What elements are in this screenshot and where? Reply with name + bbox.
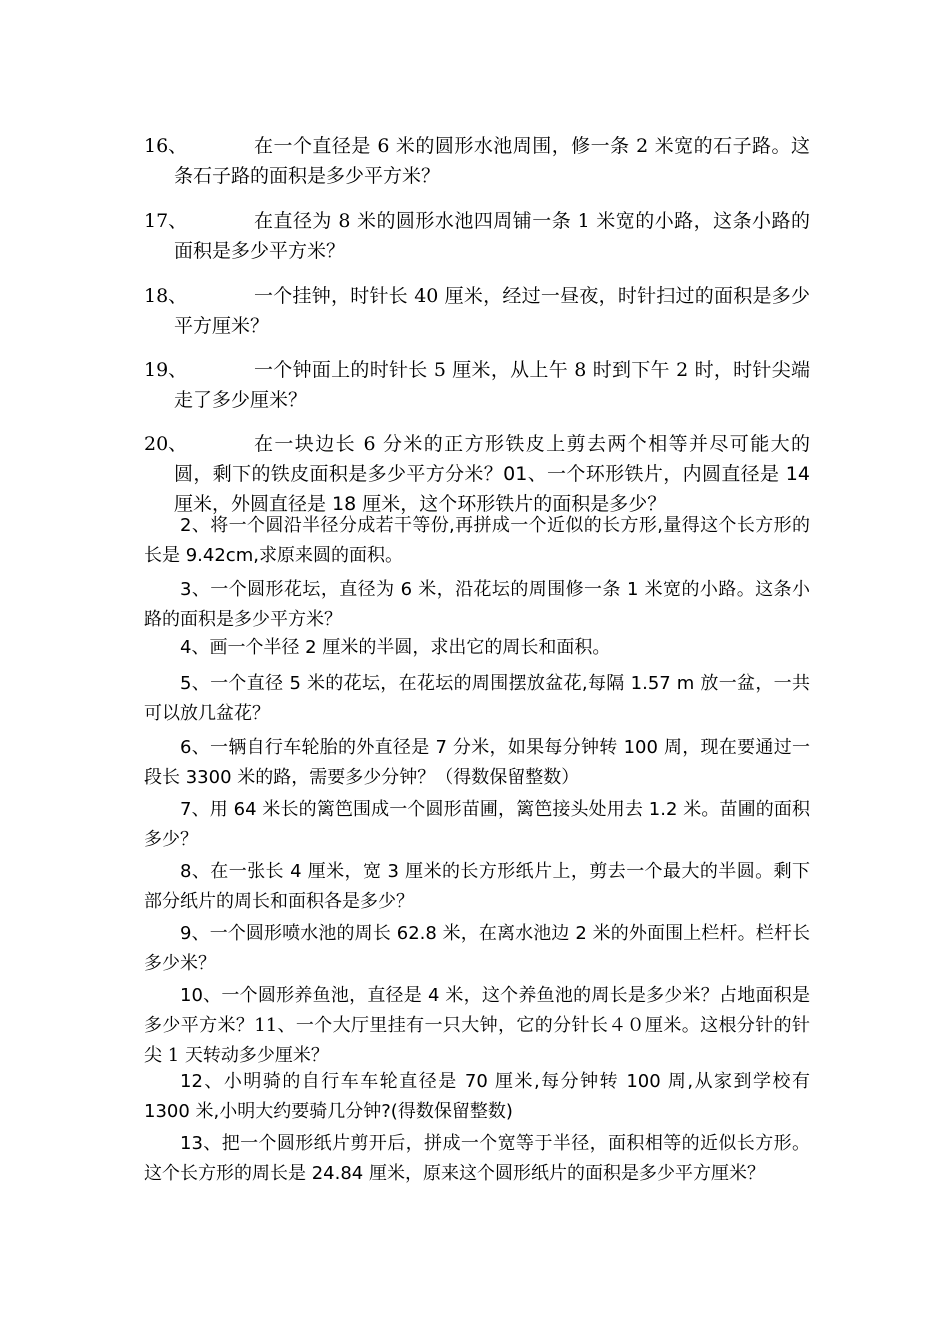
problem-13: 13、把一个圆形纸片剪开后，拼成一个宽等于半径，面积相等的近似长方形。这个长方形的周长是 24.84 厘米，原来这个圆形纸片的面积是多少平方厘米？ — [144, 1133, 810, 1184]
question-number: 19、 — [144, 359, 188, 381]
problem-4: 4、画一个半径 2 厘米的半圆，求出它的周长和面积。 — [180, 637, 611, 658]
problem-6: 6、一辆自行车轮胎的外直径是 7 分米，如果每分钟转 100 周，现在要通过一段长 3300 米的路，需要多少分钟？（得数保留整数） — [144, 737, 810, 788]
question-20 — [144, 429, 810, 519]
question-text: 在一个直径是 6 米的圆形水池周围，修一条 2 米宽的石子路。这条石子路的面积是多少平方米？ — [174, 135, 810, 187]
problem-11-text: 11、一个大厅里挂有一只大钟，它的分针长４０厘米。这根分针的针尖 1 天转动多少厘米？ — [144, 1015, 811, 1066]
problem-2: 2、将一个圆沿半径分成若干等份,再拼成一个近似的长方形,量得这个长方形的长是 9.42cm,求原来圆的面积。 — [144, 515, 810, 566]
problem-12: 12、小明骑的自行车车轮直径是 70 厘米,每分钟转 100 周,从家到学校有 1300 米,小明大约要骑几分钟?(得数保留整数) — [144, 1071, 810, 1122]
question-20-text: 在一块边长 6 分米的正方形铁皮上剪去两个相等并尽可能大的圆，剩下的铁皮面积是多少平方分米？ — [174, 433, 810, 485]
problem-3: 3、一个圆形花坛，直径为 6 米，沿花坛的周围修一条 1 米宽的小路。这条小路的面积是多少平方米？ — [144, 579, 810, 630]
problem-7: 7、用 64 米长的篱笆围成一个圆形苗圃，篱笆接头处用去 1.2 米。苗圃的面积多少？ — [144, 799, 810, 850]
question-18 — [144, 281, 810, 341]
question-text: 一个钟面上的时针长 5 厘米，从上午 8 时到下午 2 时，时针尖端走了多少厘米？ — [174, 359, 810, 411]
question-19 — [144, 355, 810, 415]
problem-10-text: 10、一个圆形养鱼池，直径是 4 米，这个养鱼池的周长是多少米？占地面积是多少平方米？ — [144, 985, 810, 1036]
question-text: 在直径为 8 米的圆形水池四周铺一条 1 米宽的小路，这条小路的面积是多少平方米？ — [174, 210, 810, 262]
problem-10-11 — [144, 981, 810, 1071]
question-number: 18、 — [144, 285, 188, 307]
question-number: 17、 — [144, 210, 188, 232]
question-text: 一个挂钟，时针长 40 厘米，经过一昼夜，时针扫过的面积是多少平方厘米？ — [174, 285, 810, 337]
question-16 — [144, 131, 810, 191]
question-number: 16、 — [144, 135, 188, 157]
problem-5: 5、一个直径 5 米的花坛，在花坛的周围摆放盆花,每隔 1.57 m 放一盆，一共可以放几盆花？ — [144, 673, 810, 724]
question-text — [174, 429, 810, 519]
problem-01-text: 01、一个环形铁片，内圆直径是 14 厘米，外圆直径是 18 厘米，这个环形铁片的面积是多少？ — [174, 463, 810, 515]
question-number: 20、 — [144, 433, 188, 455]
problem-9: 9、一个圆形喷水池的周长 62.8 米，在离水池边 2 米的外面围上栏杆。栏杆长多少米？ — [144, 923, 810, 974]
question-17 — [144, 206, 810, 266]
problem-8: 8、在一张长 4 厘米，宽 3 厘米的长方形纸片上，剪去一个最大的半圆。剩下部分纸片的周长和面积各是多少？ — [144, 861, 810, 912]
